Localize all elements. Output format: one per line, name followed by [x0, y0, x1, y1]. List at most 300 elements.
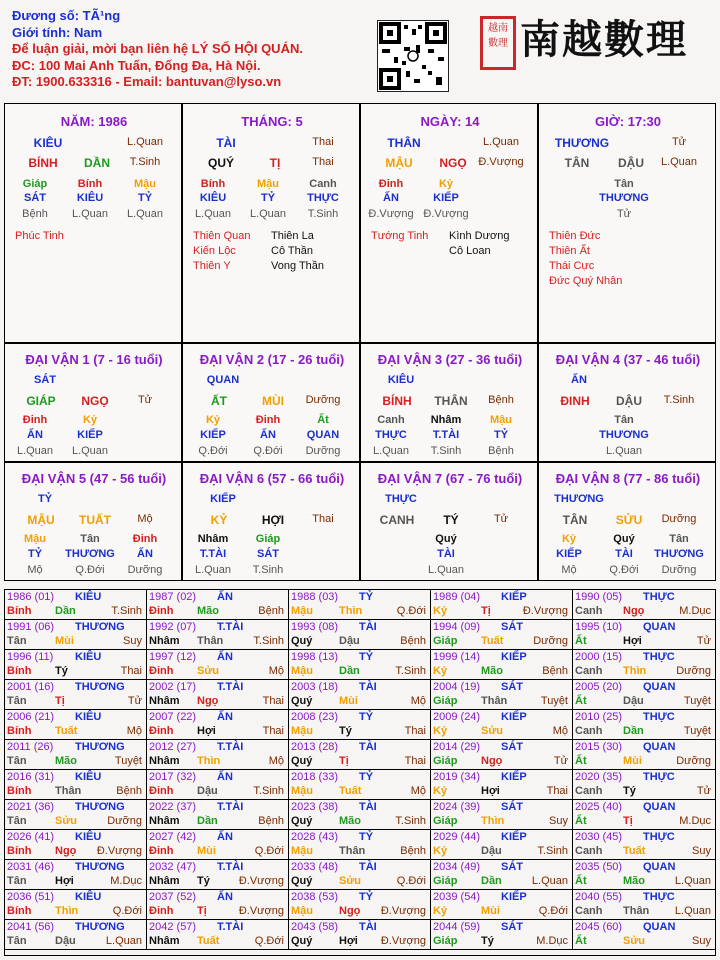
- year-stem: Ất: [575, 935, 587, 947]
- year-cell[interactable]: [289, 920, 431, 950]
- year-label: 2028 (43): [291, 831, 339, 843]
- year-cell[interactable]: [147, 920, 289, 950]
- dai-van-stage: Tử: [493, 513, 509, 525]
- pillar-relation: L.Quan: [482, 136, 520, 148]
- year-god: KIÊU: [75, 591, 102, 603]
- year-stem: Nhâm: [149, 815, 180, 827]
- star-good: Kiến Lộc: [193, 245, 236, 257]
- year-stage: Đ.Vượng: [380, 905, 426, 917]
- year-cell[interactable]: [431, 830, 573, 860]
- header-info: [12, 8, 352, 91]
- year-branch: Mão: [623, 875, 645, 887]
- star-good: Thiên Y: [193, 260, 231, 272]
- year-stage: Bệnh: [258, 605, 284, 617]
- life-stage: Đ.Vượng: [478, 156, 524, 168]
- year-branch: Tị: [197, 905, 207, 917]
- year-label: 2027 (42): [149, 831, 197, 843]
- life-stage: Thai: [312, 156, 334, 168]
- star-bad: Vong Thần: [271, 260, 325, 272]
- year-god: T.TÀI: [217, 741, 244, 753]
- dai-van-branch: SỬU: [615, 513, 643, 527]
- year-label: 1998 (13): [291, 651, 339, 663]
- dai-van-hidden-god: KIẾP: [556, 548, 582, 560]
- year-branch: Thìn: [197, 755, 221, 767]
- year-branch: Tý: [623, 785, 636, 797]
- year-stem: Mậu: [291, 905, 313, 917]
- dai-van-stage: Thai: [312, 513, 334, 525]
- dai-van-hidden-stage: Q.Đới: [198, 445, 228, 457]
- year-label: 2030 (45): [575, 831, 623, 843]
- year-god: TỶ: [359, 651, 374, 663]
- year-cell[interactable]: [147, 830, 289, 860]
- year-god: QUAN: [643, 681, 676, 693]
- year-cell[interactable]: [573, 770, 715, 800]
- year-stem: Tân: [7, 815, 27, 827]
- year-cell[interactable]: [147, 620, 289, 650]
- dai-van-hidden-stem: Tân: [614, 414, 634, 426]
- year-cell[interactable]: [431, 740, 573, 770]
- year-cell[interactable]: [573, 800, 715, 830]
- year-cell[interactable]: [5, 920, 147, 950]
- dai-van-title: ĐẠI VẬN 3 (27 - 36 tuổi): [377, 352, 523, 367]
- year-branch: Dậu: [481, 845, 502, 857]
- year-cell[interactable]: [573, 830, 715, 860]
- dai-van-stem: BÍNH: [382, 394, 412, 408]
- year-cell[interactable]: [573, 680, 715, 710]
- year-branch: Ngọ: [339, 905, 361, 917]
- year-god: TÀI: [359, 861, 377, 873]
- year-label: 2009 (24): [433, 711, 481, 723]
- dai-van-cell: [4, 343, 182, 462]
- year-cell[interactable]: [431, 650, 573, 680]
- year-stage: Q.Đới: [254, 935, 284, 947]
- year-cell[interactable]: [289, 650, 431, 680]
- dai-van-hidden-stage: Mộ: [561, 564, 577, 576]
- year-label: 2022 (37): [149, 801, 197, 813]
- year-cell[interactable]: [289, 620, 431, 650]
- pillar-title: GIỜ: 17:30: [594, 114, 661, 129]
- year-stem: Tân: [7, 875, 27, 887]
- year-cell[interactable]: [431, 620, 573, 650]
- year-stem: Giáp: [433, 635, 458, 647]
- year-stage: Dưỡng: [107, 815, 142, 827]
- year-god: QUAN: [643, 621, 676, 633]
- dai-van-hidden-stem: Tân: [669, 533, 689, 545]
- dai-van-hidden-stem: Mậu: [490, 414, 512, 426]
- year-stem: Mậu: [291, 785, 313, 797]
- pillar-relation: Tử: [671, 136, 687, 148]
- dai-van-title: ĐẠI VẬN 7 (67 - 76 tuổi): [377, 471, 523, 486]
- dai-van-branch: HỢI: [261, 513, 285, 527]
- year-cell[interactable]: [289, 710, 431, 740]
- year-stage: T.Sinh: [253, 785, 284, 797]
- qr-code[interactable]: [377, 20, 449, 92]
- dai-van-hidden-stage: Dưỡng: [305, 445, 341, 457]
- year-god: THƯƠNG: [75, 681, 125, 693]
- year-branch: Hợi: [197, 725, 216, 737]
- hidden-stem: Giáp: [22, 178, 48, 190]
- year-label: 2033 (48): [291, 861, 339, 873]
- dai-van-hidden-stem: Giáp: [255, 533, 281, 545]
- address-line: ĐC: 100 Mai Anh Tuấn, Đống Đa, Hà Nội.: [12, 57, 261, 73]
- dai-van-hidden-stem: Kỷ: [561, 533, 577, 545]
- year-cell[interactable]: [5, 650, 147, 680]
- year-god: KIÊU: [75, 711, 102, 723]
- year-label: 2017 (32): [149, 771, 197, 783]
- logo-text: 南越數理: [520, 16, 688, 63]
- year-stem: Canh: [575, 665, 603, 677]
- year-label: 1989 (04): [433, 591, 481, 603]
- dai-van-stem: ĐINH: [560, 394, 590, 408]
- year-cell[interactable]: [431, 860, 573, 890]
- year-branch: Ngọ: [623, 605, 645, 617]
- year-stage: M.Dục: [679, 605, 711, 617]
- dai-van-stage: T.Sinh: [663, 394, 695, 406]
- year-god: T.TÀI: [217, 801, 244, 813]
- year-stage: T.Sinh: [395, 665, 426, 677]
- year-branch: Tý: [339, 725, 352, 737]
- year-label: 1988 (03): [291, 591, 339, 603]
- year-cell[interactable]: [573, 890, 715, 920]
- year-cell[interactable]: [289, 590, 431, 620]
- year-god: KIÊU: [75, 891, 102, 903]
- year-stem: Quý: [291, 635, 313, 647]
- year-god: QUAN: [643, 801, 676, 813]
- year-label: 2034 (49): [433, 861, 481, 873]
- hidden-god: TỶ: [260, 192, 276, 204]
- year-stage: Bệnh: [542, 665, 568, 677]
- year-stem: Mậu: [291, 605, 313, 617]
- year-cell[interactable]: [5, 620, 147, 650]
- year-god: KIẾP: [501, 591, 527, 603]
- year-branch: Tuất: [481, 635, 504, 647]
- year-branch: Thân: [197, 635, 224, 647]
- dai-van-hidden-stem: Quý: [613, 533, 635, 545]
- year-god: TỶ: [359, 591, 374, 603]
- year-cell[interactable]: [289, 740, 431, 770]
- dai-van-hidden-stage: Dưỡng: [661, 564, 697, 576]
- year-stage: Thai: [404, 755, 426, 767]
- hidden-god: THỰC: [307, 192, 339, 204]
- year-branch: Tuất: [197, 935, 220, 947]
- year-cell[interactable]: [5, 830, 147, 860]
- dai-van-stem: ẤT: [211, 394, 227, 408]
- dai-van-god: SÁT: [34, 374, 56, 386]
- year-branch: Dậu: [623, 695, 644, 707]
- year-branch: Thìn: [481, 815, 505, 827]
- year-branch: Sửu: [623, 935, 646, 947]
- hidden-stem: Tân: [614, 178, 634, 190]
- ten-god: THÂN: [387, 136, 421, 150]
- hidden-god: THƯƠNG: [599, 192, 649, 204]
- year-cell[interactable]: [573, 590, 715, 620]
- year-label: 2038 (53): [291, 891, 339, 903]
- year-cell[interactable]: [147, 710, 289, 740]
- year-branch: Tuất: [623, 845, 646, 857]
- dai-van-hidden-stem: Ất: [317, 414, 329, 426]
- gender: Giới tính: Nam: [12, 24, 103, 40]
- year-stage: Thai: [404, 725, 426, 737]
- hidden-stem: Bính: [200, 178, 226, 190]
- year-god: TỶ: [359, 771, 374, 783]
- year-god: QUAN: [643, 921, 676, 933]
- year-god: THỰC: [643, 891, 675, 903]
- year-god: T.TÀI: [217, 681, 244, 693]
- year-god: THƯƠNG: [75, 741, 125, 753]
- year-cell[interactable]: [5, 890, 147, 920]
- year-stem: Canh: [575, 605, 603, 617]
- year-cell[interactable]: [289, 680, 431, 710]
- year-cell[interactable]: [573, 620, 715, 650]
- year-stage: Đ.Vượng: [522, 605, 568, 617]
- dai-van-god: QUAN: [206, 374, 240, 386]
- year-god: THỰC: [643, 771, 675, 783]
- year-stage: Mộ: [410, 695, 426, 707]
- year-branch: Sửu: [481, 725, 504, 737]
- year-branch: Dậu: [339, 635, 360, 647]
- dai-van-hidden-stage: L.Quan: [605, 445, 643, 457]
- year-stem: Bính: [7, 845, 32, 857]
- year-branch: Sửu: [339, 875, 362, 887]
- dai-van-hidden-stem: Canh: [377, 414, 405, 426]
- year-stage: Q.Đới: [254, 845, 284, 857]
- year-branch: Thân: [481, 695, 508, 707]
- dai-van-hidden-stem: Kỷ: [205, 414, 221, 426]
- year-stage: Suy: [692, 845, 711, 857]
- dai-van-god: THƯƠNG: [554, 493, 604, 505]
- year-cell[interactable]: [5, 770, 147, 800]
- year-stem: Nhâm: [149, 935, 180, 947]
- year-cell[interactable]: [289, 890, 431, 920]
- hidden-god: KIÊU: [76, 192, 104, 204]
- year-stage: T.Sinh: [253, 635, 284, 647]
- dai-van-hidden-stem: Nhâm: [430, 414, 462, 426]
- dai-van-hidden-stage: L.Quan: [427, 564, 465, 576]
- year-cell[interactable]: [147, 800, 289, 830]
- year-stage: Bệnh: [116, 785, 142, 797]
- year-cell[interactable]: [147, 590, 289, 620]
- year-stem: Tân: [7, 695, 27, 707]
- year-cell[interactable]: [147, 650, 289, 680]
- year-stage: Q.Đới: [538, 905, 568, 917]
- year-cell[interactable]: [431, 590, 573, 620]
- hidden-stage: Bệnh: [22, 208, 48, 220]
- year-cell[interactable]: [147, 890, 289, 920]
- year-cell[interactable]: [431, 800, 573, 830]
- year-label: 2010 (25): [575, 711, 623, 723]
- year-label: 2018 (33): [291, 771, 339, 783]
- dai-van-hidden-stem: Đinh: [22, 414, 48, 426]
- dai-van-title: ĐẠI VẬN 8 (77 - 86 tuổi): [555, 471, 701, 486]
- year-god: THỰC: [643, 591, 675, 603]
- year-label: 2042 (57): [149, 921, 197, 933]
- year-cell[interactable]: [5, 680, 147, 710]
- dai-van-hidden-stage: Q.Đới: [609, 564, 639, 576]
- year-god: ẤN: [217, 771, 233, 783]
- year-label: 1986 (01): [7, 591, 55, 603]
- year-stem: Ất: [575, 695, 587, 707]
- year-god: T.TÀI: [217, 921, 244, 933]
- year-label: 2008 (23): [291, 711, 339, 723]
- year-cell[interactable]: [573, 710, 715, 740]
- year-cell[interactable]: [5, 740, 147, 770]
- year-label: 1991 (06): [7, 621, 55, 633]
- year-god: SÁT: [501, 681, 523, 693]
- star-bad: Kình Dương: [449, 230, 510, 242]
- dai-van-stem: MẬU: [27, 513, 55, 527]
- hidden-stem: Mậu: [257, 178, 279, 190]
- year-cell[interactable]: [147, 740, 289, 770]
- year-label: 2000 (15): [575, 651, 623, 663]
- hidden-god: KIÊU: [199, 192, 227, 204]
- pillar-cell: [182, 103, 360, 343]
- year-stage: L.Quan: [531, 875, 568, 887]
- year-stem: Quý: [291, 755, 313, 767]
- year-cell[interactable]: [289, 770, 431, 800]
- earthly-branch: TỊ: [269, 156, 281, 170]
- year-cell[interactable]: [5, 800, 147, 830]
- year-stage: M.Dục: [536, 935, 568, 947]
- year-stem: Đinh: [149, 785, 174, 797]
- year-branch: Mùi: [197, 845, 216, 857]
- year-stem: Nhâm: [149, 635, 180, 647]
- year-branch: Tị: [481, 605, 491, 617]
- year-branch: Tị: [55, 695, 65, 707]
- pillar-cell: [4, 103, 182, 343]
- red-seal-stamp: [480, 16, 516, 70]
- year-branch: Mão: [481, 665, 503, 677]
- year-cell[interactable]: [431, 680, 573, 710]
- year-god: KIÊU: [75, 651, 102, 663]
- year-stage: Thai: [262, 725, 284, 737]
- dai-van-title: ĐẠI VẬN 5 (47 - 56 tuổi): [21, 471, 167, 486]
- dai-van-hidden-god: T.TÀI: [432, 429, 460, 441]
- year-stage: Tử: [696, 785, 711, 797]
- year-cell[interactable]: [289, 830, 431, 860]
- year-label: 1993 (08): [291, 621, 339, 633]
- pillar-title: NĂM: 1986: [60, 114, 128, 129]
- year-cell[interactable]: [147, 770, 289, 800]
- star-good: Thiên Quan: [193, 230, 251, 242]
- year-cell[interactable]: [147, 860, 289, 890]
- dai-van-title: ĐẠI VẬN 4 (37 - 46 tuổi): [555, 352, 701, 367]
- year-label: 2001 (16): [7, 681, 55, 693]
- dai-van-branch: THÂN: [434, 394, 468, 408]
- earthly-branch: NGỌ: [439, 156, 467, 170]
- year-cell[interactable]: [573, 920, 715, 950]
- ten-god: KIÊU: [33, 136, 63, 150]
- dai-van-branch: DẬU: [616, 394, 642, 408]
- year-branch: Dần: [197, 815, 218, 827]
- year-stem: Kỷ: [433, 905, 448, 917]
- year-branch: Hợi: [55, 875, 74, 887]
- hidden-stage: L.Quan: [71, 208, 109, 220]
- year-stage: Bệnh: [400, 845, 426, 857]
- year-stage: Dưỡng: [676, 755, 711, 767]
- heavenly-stem: MẬU: [385, 156, 413, 170]
- year-god: SÁT: [501, 921, 523, 933]
- dai-van-cell: [182, 462, 360, 581]
- year-branch: Sửu: [55, 815, 78, 827]
- year-cell[interactable]: [431, 770, 573, 800]
- year-label: 2014 (29): [433, 741, 481, 753]
- year-stage: Tuyệt: [683, 695, 711, 707]
- year-branch: Tuất: [55, 725, 78, 737]
- dai-van-hidden-stage: Q.Đới: [75, 564, 105, 576]
- year-cell[interactable]: [573, 650, 715, 680]
- year-label: 2015 (30): [575, 741, 623, 753]
- year-god: TỶ: [359, 891, 374, 903]
- year-stage: T.Sinh: [537, 845, 568, 857]
- year-stem: Quý: [291, 875, 313, 887]
- year-cell[interactable]: [5, 710, 147, 740]
- year-cell[interactable]: [573, 740, 715, 770]
- year-stage: Đ.Vượng: [238, 875, 284, 887]
- year-god: SÁT: [501, 741, 523, 753]
- year-god: THƯƠNG: [75, 861, 125, 873]
- year-label: 2007 (22): [149, 711, 197, 723]
- year-branch: Ngọ: [55, 845, 77, 857]
- seal-text: 越南 數理: [488, 23, 508, 49]
- dai-van-hidden-stem: Tân: [80, 533, 100, 545]
- hidden-stage: Tử: [616, 208, 632, 220]
- year-stem: Kỷ: [433, 665, 448, 677]
- life-stage: T.Sinh: [129, 156, 161, 168]
- year-cell[interactable]: [5, 590, 147, 620]
- year-god: SÁT: [501, 861, 523, 873]
- year-cell[interactable]: [431, 920, 573, 950]
- year-god: KIẾP: [501, 831, 527, 843]
- year-branch: Dậu: [55, 935, 76, 947]
- hidden-stem: Kỷ: [438, 178, 454, 190]
- year-branch: Mão: [55, 755, 77, 767]
- year-cell[interactable]: [5, 860, 147, 890]
- year-cell[interactable]: [147, 680, 289, 710]
- year-cell[interactable]: [573, 860, 715, 890]
- dai-van-hidden-stage: L.Quan: [372, 445, 410, 457]
- dai-van-hidden-god: TỶ: [493, 429, 509, 441]
- year-stem: Mậu: [291, 665, 313, 677]
- dai-van-hidden-stem: Đinh: [132, 533, 158, 545]
- year-cell[interactable]: [431, 710, 573, 740]
- year-stem: Ất: [575, 815, 587, 827]
- year-stem: Kỷ: [433, 605, 448, 617]
- pillar-title: THÁNG: 5: [241, 114, 303, 129]
- year-stem: Giáp: [433, 695, 458, 707]
- year-stage: Q.Đới: [396, 875, 426, 887]
- dai-van-hidden-stage: L.Quan: [71, 445, 109, 457]
- star-bad: Cô Thần: [271, 245, 313, 257]
- year-label: 2004 (19): [433, 681, 481, 693]
- year-stem: Bính: [7, 785, 32, 797]
- year-stem: Mậu: [291, 725, 313, 737]
- contact-line: Để luận giải, mời bạn liên hệ LÝ SỐ HỘI QUÁN.: [12, 41, 303, 56]
- year-stage: Mộ: [410, 785, 426, 797]
- dai-van-god: ẤN: [571, 374, 587, 386]
- year-cell[interactable]: [431, 890, 573, 920]
- dai-van-title: ĐẠI VẬN 2 (17 - 26 tuổi): [199, 352, 345, 367]
- year-label: 1995 (10): [575, 621, 623, 633]
- year-cell[interactable]: [289, 860, 431, 890]
- year-cell[interactable]: [289, 800, 431, 830]
- year-stage: Q.Đới: [112, 905, 142, 917]
- heavenly-stem: BÍNH: [28, 156, 58, 170]
- year-stage: Tuyệt: [540, 695, 568, 707]
- year-branch: Hợi: [623, 635, 642, 647]
- year-label: 2043 (58): [291, 921, 339, 933]
- dai-van-title: ĐẠI VẬN 1 (7 - 16 tuổi): [25, 352, 163, 367]
- star-good: Thiên Ất: [549, 245, 590, 257]
